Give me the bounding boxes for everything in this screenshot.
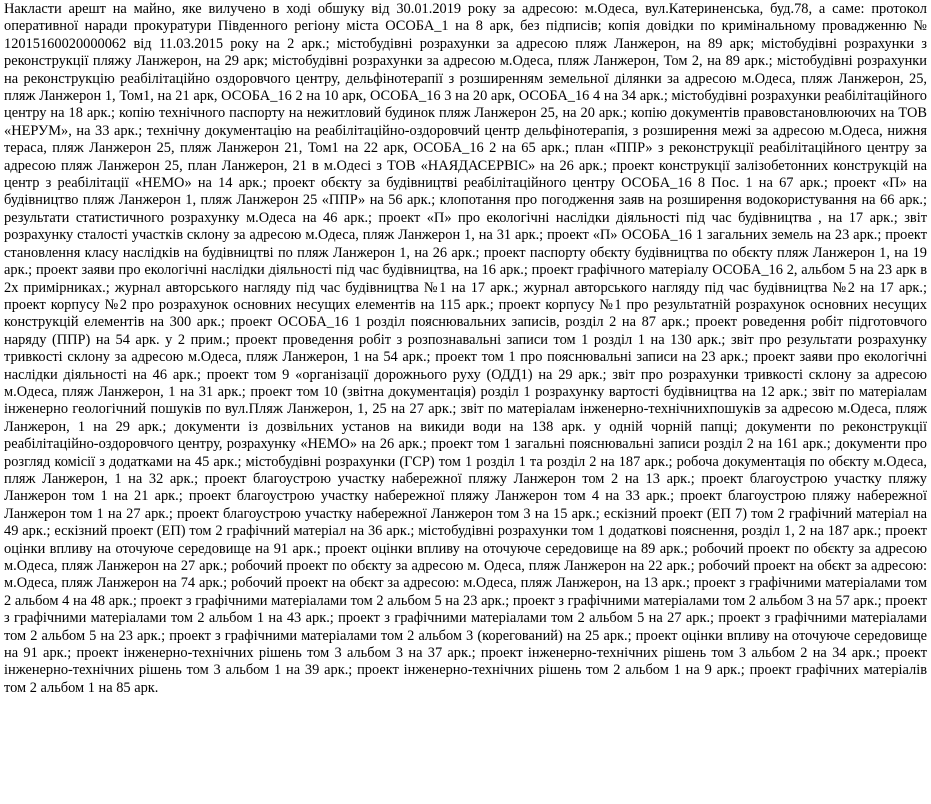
- document-body: [4, 0, 927, 697]
- seizure-order-paragraph: Накласти арешт на майно, яке вилучено в ході обшуку від 30.01.2019 року за адресою: м.Одеса, вул.Катериненська, буд.78, а саме: протокол оперативної наради прокуратури Південного регіону міста ОСОБА_1 на 8 арк, без підписів; копія довідки по кримінальному провадженню № 12015160020000062 від 11.03.2015 року на 2 арк.; містобудівні розрахунки за адресою пляж Ланжерон, на 89 арк; містобудівні розрахунки з реконструкції пляжу Ланжерон, на 29 арк; містобудівні розрахунки за адресою м.Одеса, пляж Ланжерон, Том 2, на 89 арк.; містобудівні розрахунки на реконструкцію реабілітаційно оздоровчого центру, дельфінотерапії з розширенням земельної ділянки за адресою м.Одеса, пляж Ланжерон, 25, пляж Ланжерон 1, Том1, на 21 арк, ОСОБА_16 2 на 10 арк, ОСОБА_16 3 на 20 арк, ОСОБА_16 4 на 34 арк.; містобудівні розрахунки реабілітаційного центру на 18 арк.; копію технічного паспорту на нежитловий будинок пляж Ланжерон 25, на 20 арк.; копію документів правовстановлюючих на ТОВ «НЕРУМ», на 33 арк.; технічну документацію на реабілітаційно-оздоровчий центр дельфінотерапія, з розширення межі за адресою м.Одеса, нижня тераса, пляж Ланжерон 25, пляж Ланжерон 21, Том1 на 22 арк, ОСОБА_16 2 на 65 арк.; план «ППР» з реконструкції реабілітаційного центру за адресою пляж Ланжерон 25, план Ланжерон, 21 в м.Одесі з ТОВ «НАЯДАСЕРВІС» на 26 арк.; проект конструкції залізобетонних конструкцій на центр з реабілітації «НЕМО» на 14 арк.; проект обєкту за будівництві реабілітаційного центру ОСОБА_16 8 Пос. 1 на 67 арк.; проект «П» на будівництво пляж Ланжерон 1, пляж Ланжерон 25 «ППР» на 56 арк.; клопотання про погодження заяв на розширення водокористування на 66 арк.; результати статистичного розрахунку м.Одеса на 46 арк.; проект «П» про екологічні наслідки діяльності під час будівництва , на 17 арк.; звіт розрахунку сталості участків склону за адресою м.Одеса, пляж Ланжерон 1, на 31 арк.; проект «П» ОСОБА_16 1 загальних земель на 23 арк.; проект становлення класу наслідків на будівництві по пляж Ланжерон 1, на 26 арк.; проект паспорту обєкту будівництва по обєкту пляж Ланжерон 1, на 19 арк.; проект заяви про екологічні наслідки діяльності під час будівництва, на 16 арк.; проект графічного матеріалу ОСОБА_16 2, альбом 5 на 23 арк в 2х примірниках.; журнал авторського нагляду під час будівництва №1 на 17 арк.; журнал авторського нагляду під час будівництва №2 на 17 арк.; проект корпусу №2 про розрахунок основних несущих елементів на 115 арк.; проект корпусу №1 про результатній розрахунок основних несущих конструкцій елементів на 300 арк.; проект ОСОБА_16 1 розділ пояснювальних записів, розділ 2 на 87 арк.; проект роведення робіт підготовчого наряду (ППР) на 54 арк. у 2 прим.; проект проведення робіт з розпознавальні записи том 1 розділ 1 на 130 арк.; звіт про результати розрахунку тривкості склону за адресою м.Одеса, пляж Ланжерон, 1 на 54 арк.; проект том 1 про пояснювальні записи на 23 арк.; проект заяви про екологічні наслідки діяльності на 46 арк.; проект том 9 «організації дорожнього руху (ОДД1) на 29 арк.; звіт про розрахунки тривкості склону за адресою м.Одеса, пляж Ланжерон, 1 на 31 арк.; проект том 10 (звітна документація) розділ 1 розрахунку вартості будівництва на 12 арк.; звіт по матеріалам інженерно геологічний пошуків по вул.Пляж Ланжерон, 1, 25 на 27 арк.; звіт по матеріалам інженерно-технічнихпошуків за адресою м.Одеса, пляж Ланжерон, 1 на 29 арк.; документи із дозвільних установ на викиди води на 138 арк. у одній чорній папці; документи по реконструкції реабілітаційно-оздоровчого центру, розрахунку «НЕМО» на 26 арк.; проект том 1 загальні пояснювальні записи розділ 2 на 161 арк.; документи про розгляд комісії з додатками на 45 арк.; містобудівні розрахунки (ГСР) том 1 розділ 1 та розділ 2 на 187 арк.; робоча документація по обєкту м.Одеса, пляж Ланжерон, 1 на 32 арк.; проект благоустрою участку набережної пляжу Ланжерон том 2 на 13 арк.; проект благоустрою участку пляжу Ланжерон том 1 на 21 арк.; проект благоустрою участку набережної пляжу Ланжерон том 4 на 33 арк.; проект благоустрою пляжу набережної Ланжерон том 1 на 27 арк.; проект благоустрою участку набережної Ланжерон том 3 на 15 арк.; ескізний проект (ЕП 7) том 2 графічний матеріал на 49 арк.; ескізний проект (ЕП) том 2 графічний матеріал на 36 арк.; містобудівні розрахунки том 1 додаткові пояснення, розділ 1, 2 на 187 арк.; проект оцінки впливу на оточуюче середовище на 91 арк.; проект оцінки впливу на оточуюче середовище на 89 арк.; робочий проект по обєкту за адресою м.Одеса, пляж Ланжерон на 27 арк.; робочий проект по обєкту за адресою м. Одеса, пляж Ланжерон на 22 арк.; робочий проект на обєкт за адресою: м.Одеса, пляж Ланжерон на 74 арк.; робочий проект на обєкт за адресою: м.Одеса, пляж Ланжерон, на 13 арк.; проект з графічними матеріалами том 2 альбом 4 на 48 арк.; проект з графічними матеріалами том 2 альбом 5 на 23 арк.; проект з графічними матеріалами том 2 альбом 3 на 57 арк.; проект з графічними матеріалами том 2 альбом 1 на 43 арк.; проект з графічними матеріалами том 2 альбом 5 на 27 арк.; проект з графічними матеріалами том 2 альбом 5 на 23 арк.; проект з графічними матеріалами том 2 альбом 3 (корегований) на 25 арк.; проект оцінки впливу на оточуюче середовище на 91 арк.; проект інженерно-технічних рішень том 3 альбом 3 на 37 арк.; проект інженерно-технічних рішень том 3 альбом 2 на 34 арк.; проект інженерно-технічних рішень том 3 альбом 1 на 39 арк.; проект інженерно-технічних рішень том 2 альбом 1 на 9 арк.; проект графічних матеріалів том 2 альбом 1 на 85 арк.: [4, 1, 927, 696]
